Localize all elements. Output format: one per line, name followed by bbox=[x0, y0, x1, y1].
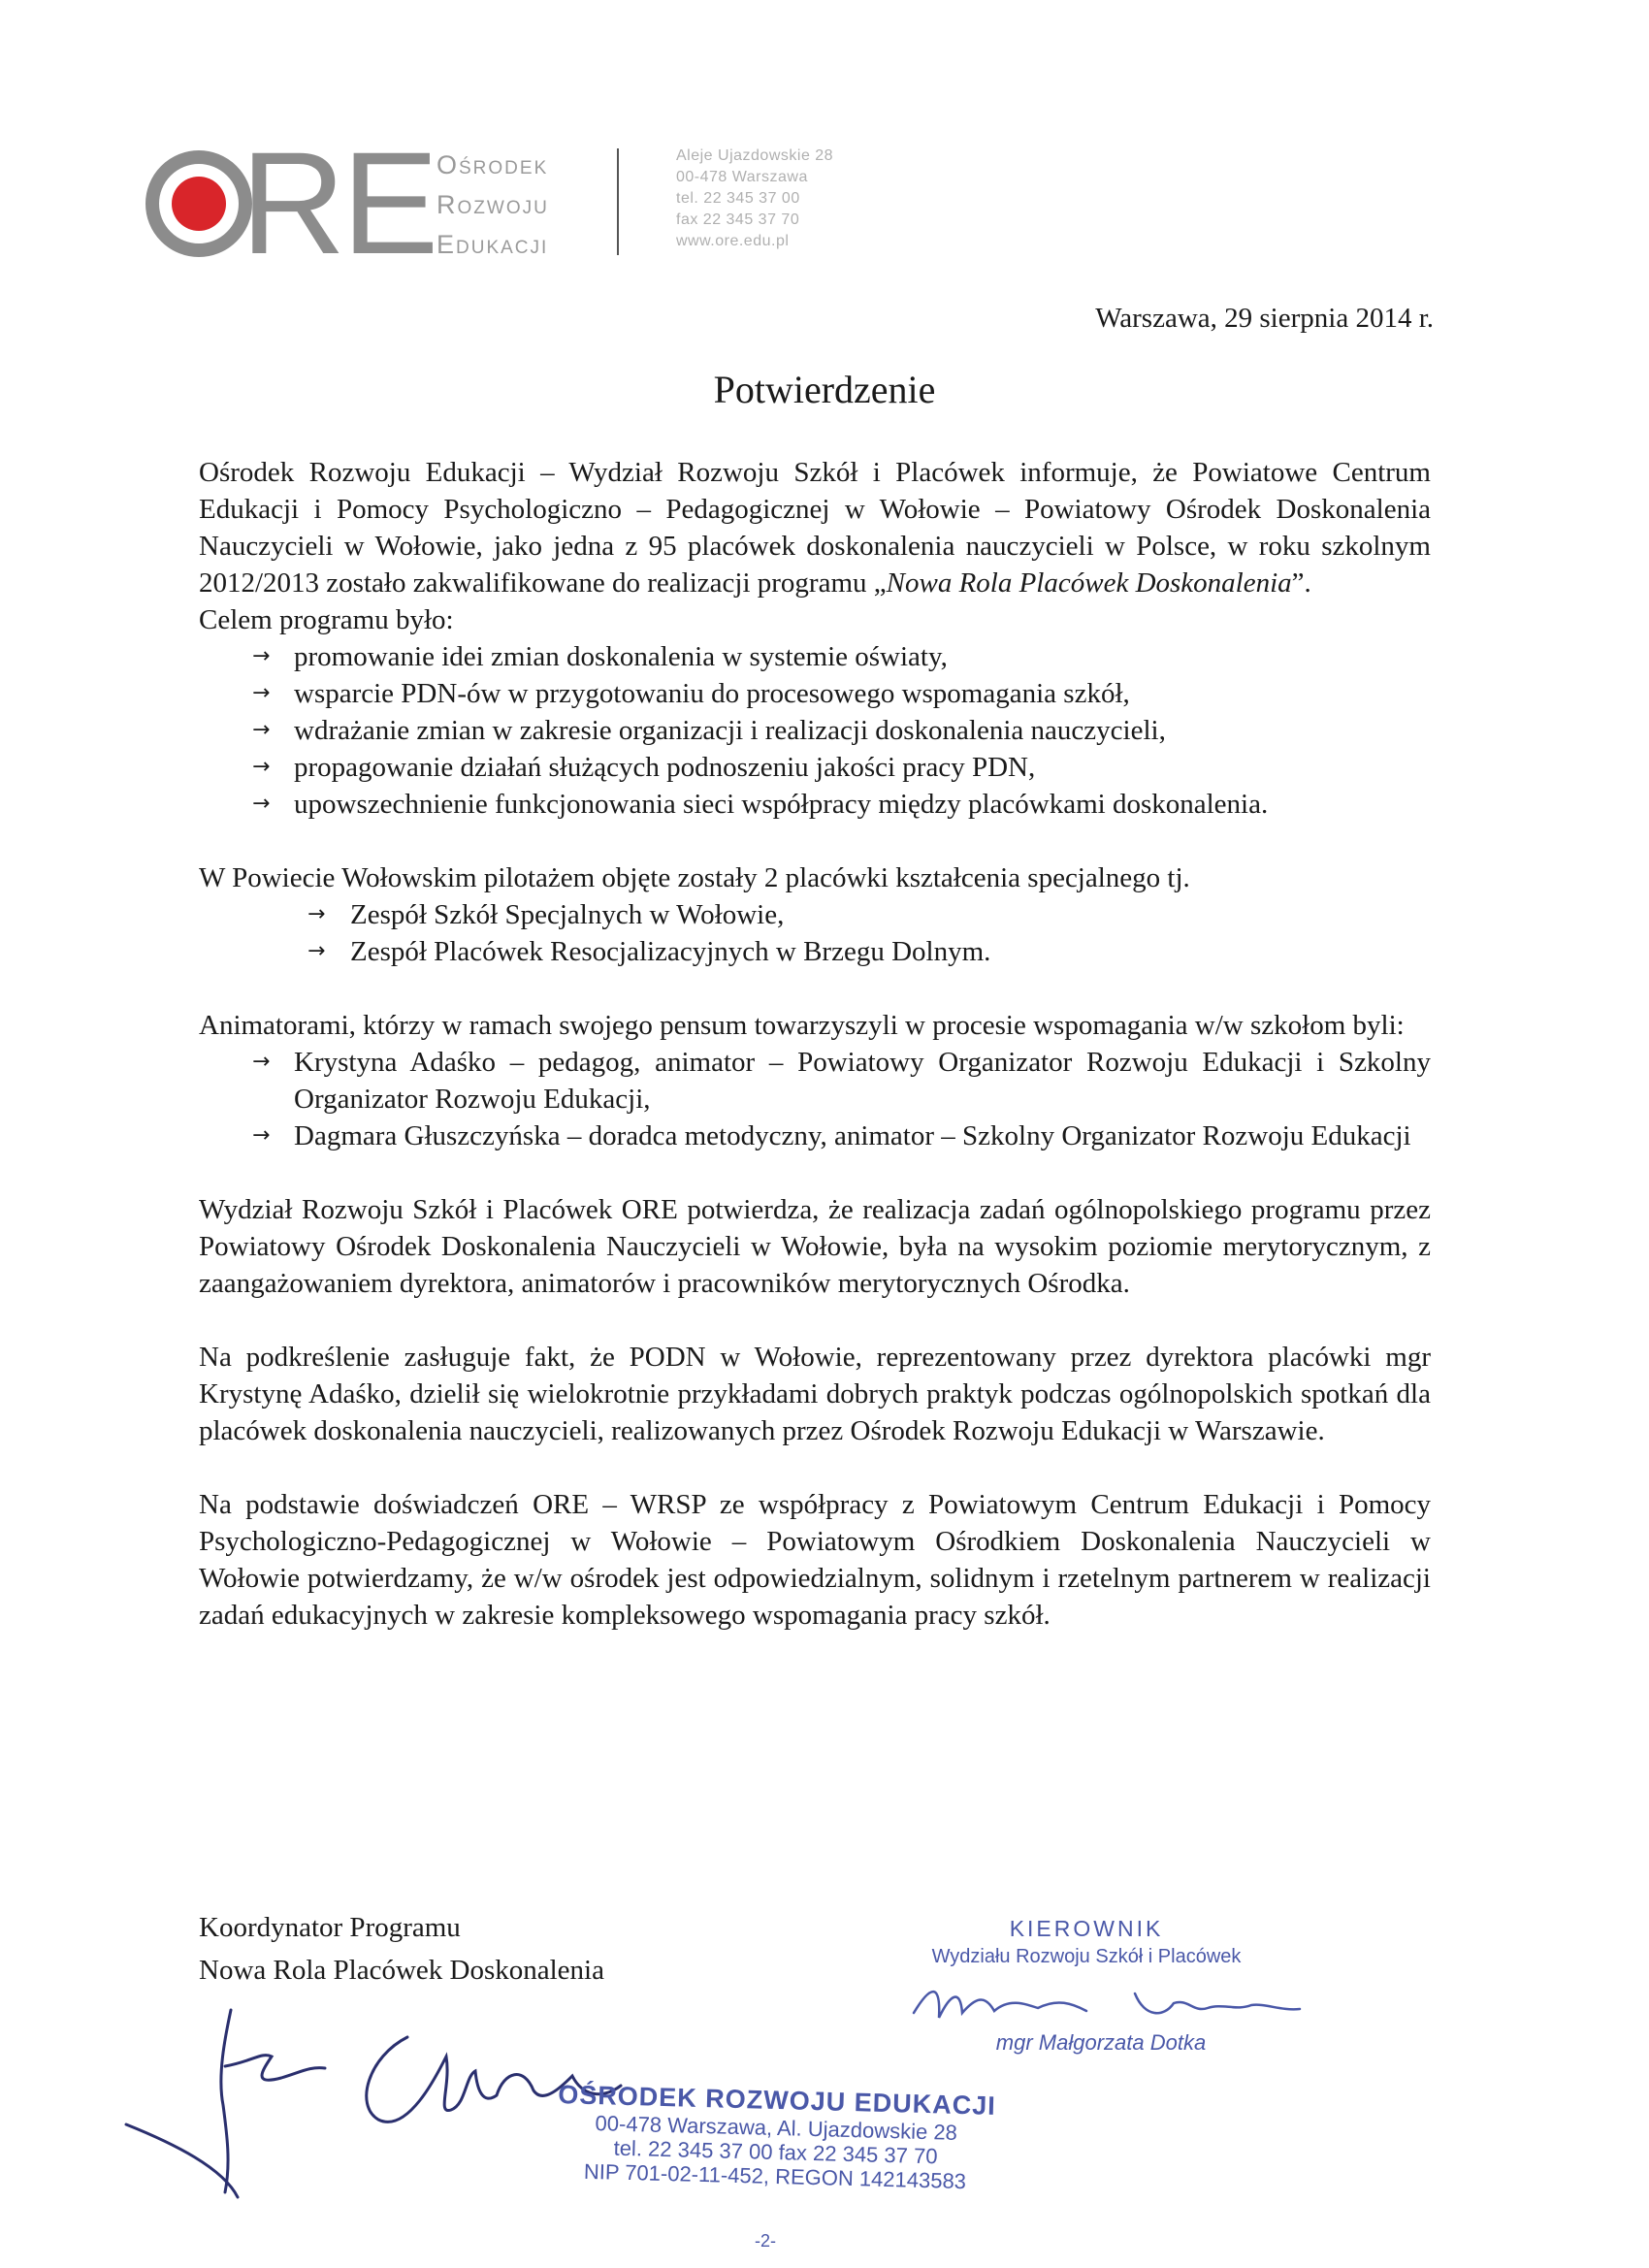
list-item bbox=[199, 1044, 1431, 1118]
arrow-icon: → bbox=[252, 792, 271, 816]
document-date: Warszawa, 29 sierpnia 2014 r. bbox=[1095, 303, 1434, 334]
pilot-list bbox=[199, 896, 1431, 970]
document-title: Potwierdzenie bbox=[713, 368, 936, 411]
goal-text: promowanie idei zmian doskonalenia w systemie oświaty, bbox=[294, 641, 948, 672]
org-name-line: Rozwoju bbox=[436, 190, 549, 219]
animators-list bbox=[199, 1044, 1431, 1154]
goal-text: wdrażanie zmian w zakresie organizacji i realizacji doskonalenia nauczycieli, bbox=[294, 715, 1166, 746]
arrow-icon: → bbox=[252, 1050, 271, 1074]
list-item bbox=[199, 638, 1431, 675]
org-name-line: Edukacji bbox=[436, 230, 549, 259]
ore-stamp bbox=[552, 2080, 1001, 2194]
contact-block bbox=[676, 146, 833, 252]
list-item bbox=[199, 896, 1431, 933]
pilot-school: Zespół Szkół Specjalnych w Wołowie, bbox=[350, 899, 785, 930]
list-item bbox=[199, 712, 1431, 749]
logo-text: RE bbox=[241, 121, 436, 284]
head-stamp-name: mgr Małgorzata Dotka bbox=[995, 2030, 1207, 2055]
conclusion-paragraph: Na podstawie doświadczeń ORE – WRSP ze współpracy z Powiatowym Centrum Edukacji i Pomocy Psychologiczno-Pedagogicznej w Wołowie – Powiatowym Ośrodkiem Doskonalenia Nauczycieli w Wołowie potwierdzamy, że w/w ośrodek jest odpowiedzialnym, solidnym i rzetelnym partnerem w realizacji zadań edukacyjnych w zakresie kompleksowego wspomagania pracy szkół. bbox=[199, 1489, 1431, 1631]
highlight-paragraph: Na podkreślenie zasługuje fakt, że PODN w Wołowie, reprezentowany przez dyrektora placówki mgr Krystynę Adaśko, dzielił się wielokrotnie przykładami dobrych praktyk podczas ogólnopolskich spotkań dla placówek doskonalenia nauczycieli, realizowanych przez Ośrodek Rozwoju Edukacji w Warszawie. bbox=[199, 1342, 1431, 1446]
stamp-address: 00-478 Warszawa, Al. Ujazdowskie 28 bbox=[595, 2111, 958, 2145]
intro-paragraph bbox=[199, 454, 1431, 601]
animator-text: Dagmara Głuszczyńska – doradca metodyczny, animator – Szkolny Organizator Rozwoju Edukacji bbox=[294, 1120, 1411, 1151]
head-stamp-department: Wydziału Rozwoju Szkół i Placówek bbox=[931, 1946, 1242, 1967]
stamp-phone: tel. 22 345 37 00 fax 22 345 37 70 bbox=[613, 2135, 938, 2169]
stamp-registry: NIP 701-02-11-452, REGON 142143583 bbox=[583, 2158, 967, 2194]
goals-heading: Celem programu było: bbox=[199, 604, 454, 635]
arrow-icon: → bbox=[252, 681, 271, 705]
stamp-title: OŚRODEK ROZWOJU EDUKACJI bbox=[557, 2080, 997, 2121]
intro-end: ”. bbox=[1291, 567, 1311, 599]
head-stamp-title: KIEROWNIK bbox=[1009, 1916, 1164, 1941]
page-number: -2- bbox=[755, 2231, 776, 2251]
goal-text: wsparcie PDN-ów w przygotowaniu do procesowego wspomagania szkół, bbox=[294, 678, 1130, 709]
contact-city: 00-478 Warszawa bbox=[676, 169, 808, 185]
list-item bbox=[199, 786, 1431, 823]
coordinator-block bbox=[199, 1906, 604, 1992]
animator-text: Krystyna Adaśko – pedagog, animator – Powiatowy Organizator Rozwoju Edukacji i Szkolny Organizator Rozwoju Edukacji, bbox=[294, 1047, 1431, 1115]
arrow-icon: → bbox=[307, 939, 326, 963]
pilot-paragraph: W Powiecie Wołowskim pilotażem objęte zostały 2 placówki kształcenia specjalnego tj. bbox=[199, 862, 1190, 893]
head-signature bbox=[902, 1974, 1310, 2032]
list-item bbox=[199, 749, 1431, 786]
arrow-icon: → bbox=[307, 902, 326, 926]
intro-text: Ośrodek Rozwoju Edukacji – Wydział Rozwoju Szkół i Placówek informuje, że Powiatowe Centrum Edukacji i Pomocy Psychologiczno – Pedagogicznej w Wołowie – Powiatowy Ośrodek Doskonalenia Nauczycieli w Wołowie, jako jedna z 95 placówek doskonalenia nauczycieli w Polsce, w roku szkolnym 2012/2013 zostało zakwalifikowane do realizacji programu „ bbox=[199, 457, 1431, 599]
ore-logo-mark-icon bbox=[146, 136, 252, 272]
organization-name bbox=[436, 146, 549, 265]
list-item bbox=[199, 933, 1431, 970]
contact-fax: fax 22 345 37 70 bbox=[676, 211, 800, 228]
goal-text: upowszechnienie funkcjonowania sieci współpracy między placówkami doskonalenia. bbox=[294, 789, 1269, 820]
arrow-icon: → bbox=[252, 1123, 271, 1148]
confirm-paragraph: Wydział Rozwoju Szkół i Placówek ORE potwierdza, że realizacja zadań ogólnopolskiego programu przez Powiatowy Ośrodek Doskonalenia Nauczycieli w Wołowie, była na wysokim poziomie merytorycznym, z zaangażowaniem dyrektora, animatorów i pracowników merytorycznych Ośrodka. bbox=[199, 1194, 1431, 1299]
goal-text: propagowanie działań służących podnoszeniu jakości pracy PDN, bbox=[294, 752, 1036, 783]
contact-phone: tel. 22 345 37 00 bbox=[676, 190, 800, 207]
coordinator-title: Koordynator Programu bbox=[199, 1912, 461, 1943]
ore-logo bbox=[146, 121, 436, 284]
list-item bbox=[199, 1118, 1431, 1154]
letterhead-divider bbox=[617, 148, 619, 255]
pilot-school: Zespół Placówek Resocjalizacyjnych w Brzegu Dolnym. bbox=[350, 936, 991, 967]
coordinator-program: Nowa Rola Placówek Doskonalenia bbox=[199, 1955, 604, 1986]
program-name: Nowa Rola Placówek Doskonalenia bbox=[886, 567, 1292, 599]
org-name-line: Ośrodek bbox=[436, 150, 549, 179]
arrow-icon: → bbox=[252, 755, 271, 779]
arrow-icon: → bbox=[252, 718, 271, 742]
arrow-icon: → bbox=[252, 644, 271, 668]
list-item bbox=[199, 675, 1431, 712]
animators-paragraph: Animatorami, którzy w ramach swojego pensum towarzyszyli w procesie wspomagania w/w szkołom byli: bbox=[199, 1010, 1405, 1041]
contact-address: Aleje Ujazdowskie 28 bbox=[676, 147, 834, 164]
document-body bbox=[199, 454, 1431, 1634]
contact-website: www.ore.edu.pl bbox=[676, 233, 790, 249]
goals-list bbox=[199, 638, 1431, 823]
